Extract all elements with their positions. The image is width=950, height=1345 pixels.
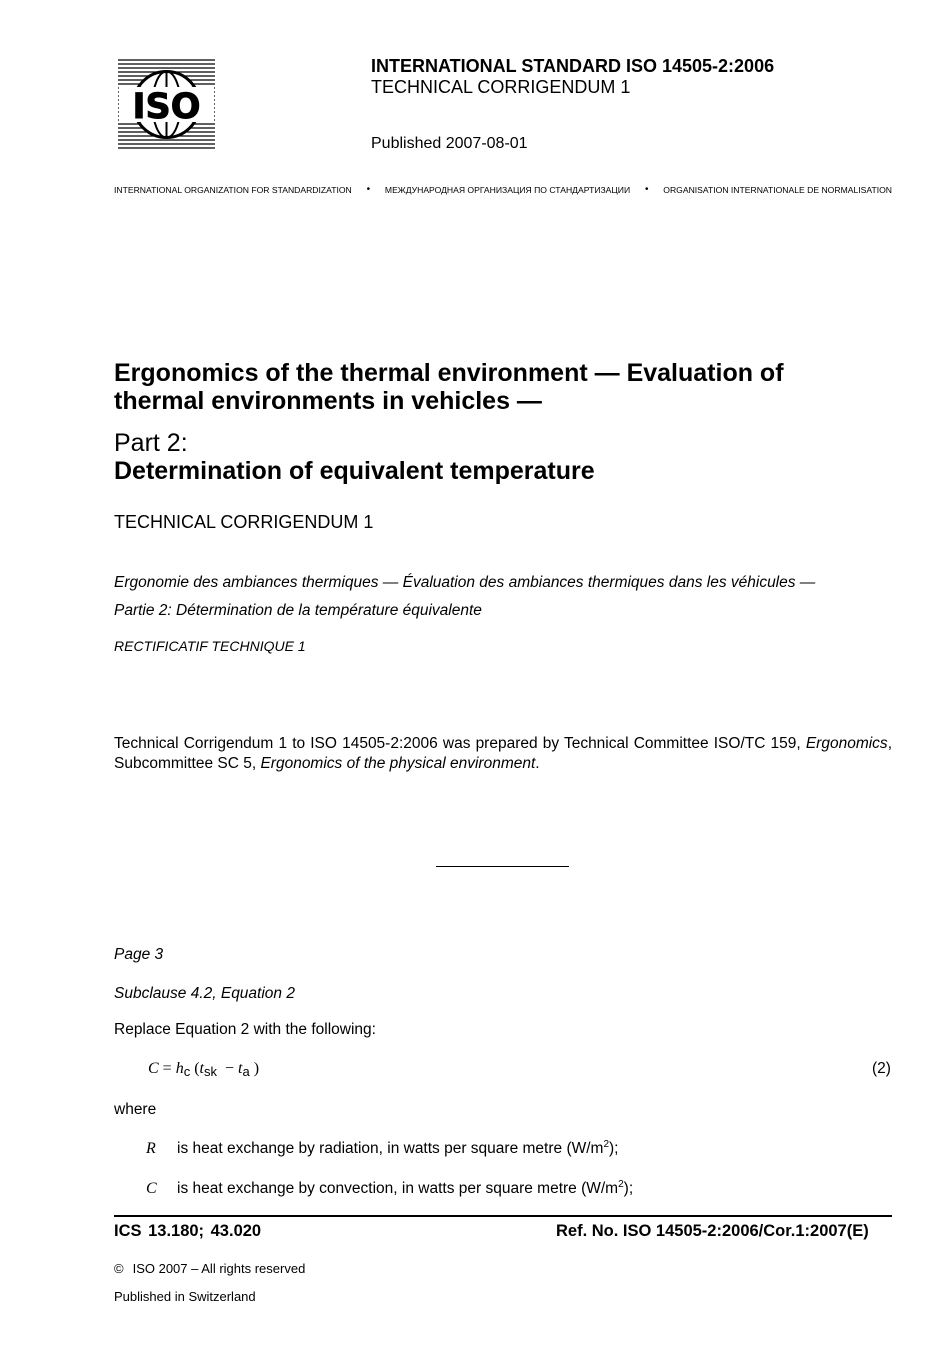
copyright-text: ISO 2007 – All rights reserved xyxy=(132,1261,306,1276)
definition-text-r xyxy=(177,1139,618,1158)
definition-text-c xyxy=(177,1179,633,1198)
corrigendum-label: TECHNICAL CORRIGENDUM 1 xyxy=(114,512,374,532)
definition-end: ); xyxy=(609,1140,619,1158)
definition-end: ); xyxy=(623,1180,634,1198)
organization-names xyxy=(114,184,892,195)
definition-symbol-r: R xyxy=(146,1140,156,1157)
preparation-paragraph xyxy=(114,734,892,773)
page-reference: Page 3 xyxy=(114,946,164,963)
prep-text-1: Technical Corrigendum 1 to ISO 14505-2:2006 was prepared by Technical Committee ISO/TC 159, xyxy=(114,735,806,752)
eq-close-paren: ) xyxy=(253,1060,260,1077)
eq-coef: h xyxy=(175,1060,184,1077)
equation-2 xyxy=(148,1060,259,1078)
published-date: Published 2007-08-01 xyxy=(371,135,528,152)
part-title: Determination of equivalent temperature xyxy=(114,457,595,485)
eq-t1: t xyxy=(199,1060,204,1077)
eq-minus: − xyxy=(224,1060,235,1077)
where-label: where xyxy=(114,1101,157,1118)
definition-symbol-c: C xyxy=(146,1180,157,1197)
footer-rule xyxy=(114,1215,892,1217)
iso-logo xyxy=(118,58,215,151)
replace-instruction: Replace Equation 2 with the following: xyxy=(114,1021,376,1038)
ics-codes: ICS 13.180; 43.020 xyxy=(114,1222,262,1240)
section-separator xyxy=(436,866,569,867)
reference-number: Ref. No. ISO 14505-2:2006/Cor.1:2007(E) xyxy=(556,1222,869,1240)
eq-coef-sub: c xyxy=(183,1064,191,1079)
eq-t2-sub: a xyxy=(242,1064,250,1079)
eq-t1-sub: sk xyxy=(203,1064,217,1079)
definition-superscript: 2 xyxy=(603,1139,610,1150)
document-main-title: Ergonomics of the thermal environment — Evaluation of thermal environments in vehicles — xyxy=(114,359,784,415)
eq-t2: t xyxy=(238,1060,243,1077)
part-label: Part 2: xyxy=(114,429,188,457)
subcommittee-name: Ergonomics of the physical environment xyxy=(260,754,536,772)
copyright-symbol: © xyxy=(114,1261,124,1276)
eq-open-paren: ( xyxy=(194,1060,200,1077)
org-name-russian: МЕЖДУНАРОДНАЯ ОРГАНИЗАЦИЯ ПО СТАНДАРТИЗАЦИИ xyxy=(384,184,631,195)
definition-text: is heat exchange by radiation, in watts per square metre (W/m xyxy=(177,1140,604,1158)
corrigendum-subtitle: TECHNICAL CORRIGENDUM 1 xyxy=(371,77,631,97)
subclause-reference: Subclause 4.2, Equation 2 xyxy=(114,985,295,1002)
iso-logo-text: ISO xyxy=(132,87,201,127)
prep-text-2: , Subcommittee SC 5, xyxy=(114,735,892,772)
org-name-french: ORGANISATION INTERNATIONALE DE NORMALISATION xyxy=(663,184,892,195)
bullet-separator: • xyxy=(644,184,649,195)
committee-name: Ergonomics xyxy=(805,735,888,752)
definition-superscript: 2 xyxy=(618,1179,624,1190)
equation-number: (2) xyxy=(872,1060,891,1077)
eq-lhs: C xyxy=(148,1060,159,1077)
french-rectificatif: RECTIFICATIF TECHNIQUE 1 xyxy=(114,638,306,654)
prep-text-3: . xyxy=(535,754,540,772)
definition-text: is heat exchange by convection, in watts per square metre (W/m xyxy=(177,1180,619,1198)
standard-title: INTERNATIONAL STANDARD ISO 14505-2:2006 xyxy=(371,56,775,76)
published-in: Published in Switzerland xyxy=(114,1289,256,1304)
french-title-line2: Partie 2: Détermination de la température équivalente xyxy=(114,602,482,619)
eq-equals: = xyxy=(162,1060,172,1077)
bullet-separator: • xyxy=(366,184,371,195)
copyright-notice xyxy=(114,1261,305,1276)
org-name-english: INTERNATIONAL ORGANIZATION FOR STANDARDIZATION xyxy=(114,184,352,195)
french-title-line1: Ergonomie des ambiances thermiques — Évaluation des ambiances thermiques dans les véhicules — xyxy=(114,574,816,591)
